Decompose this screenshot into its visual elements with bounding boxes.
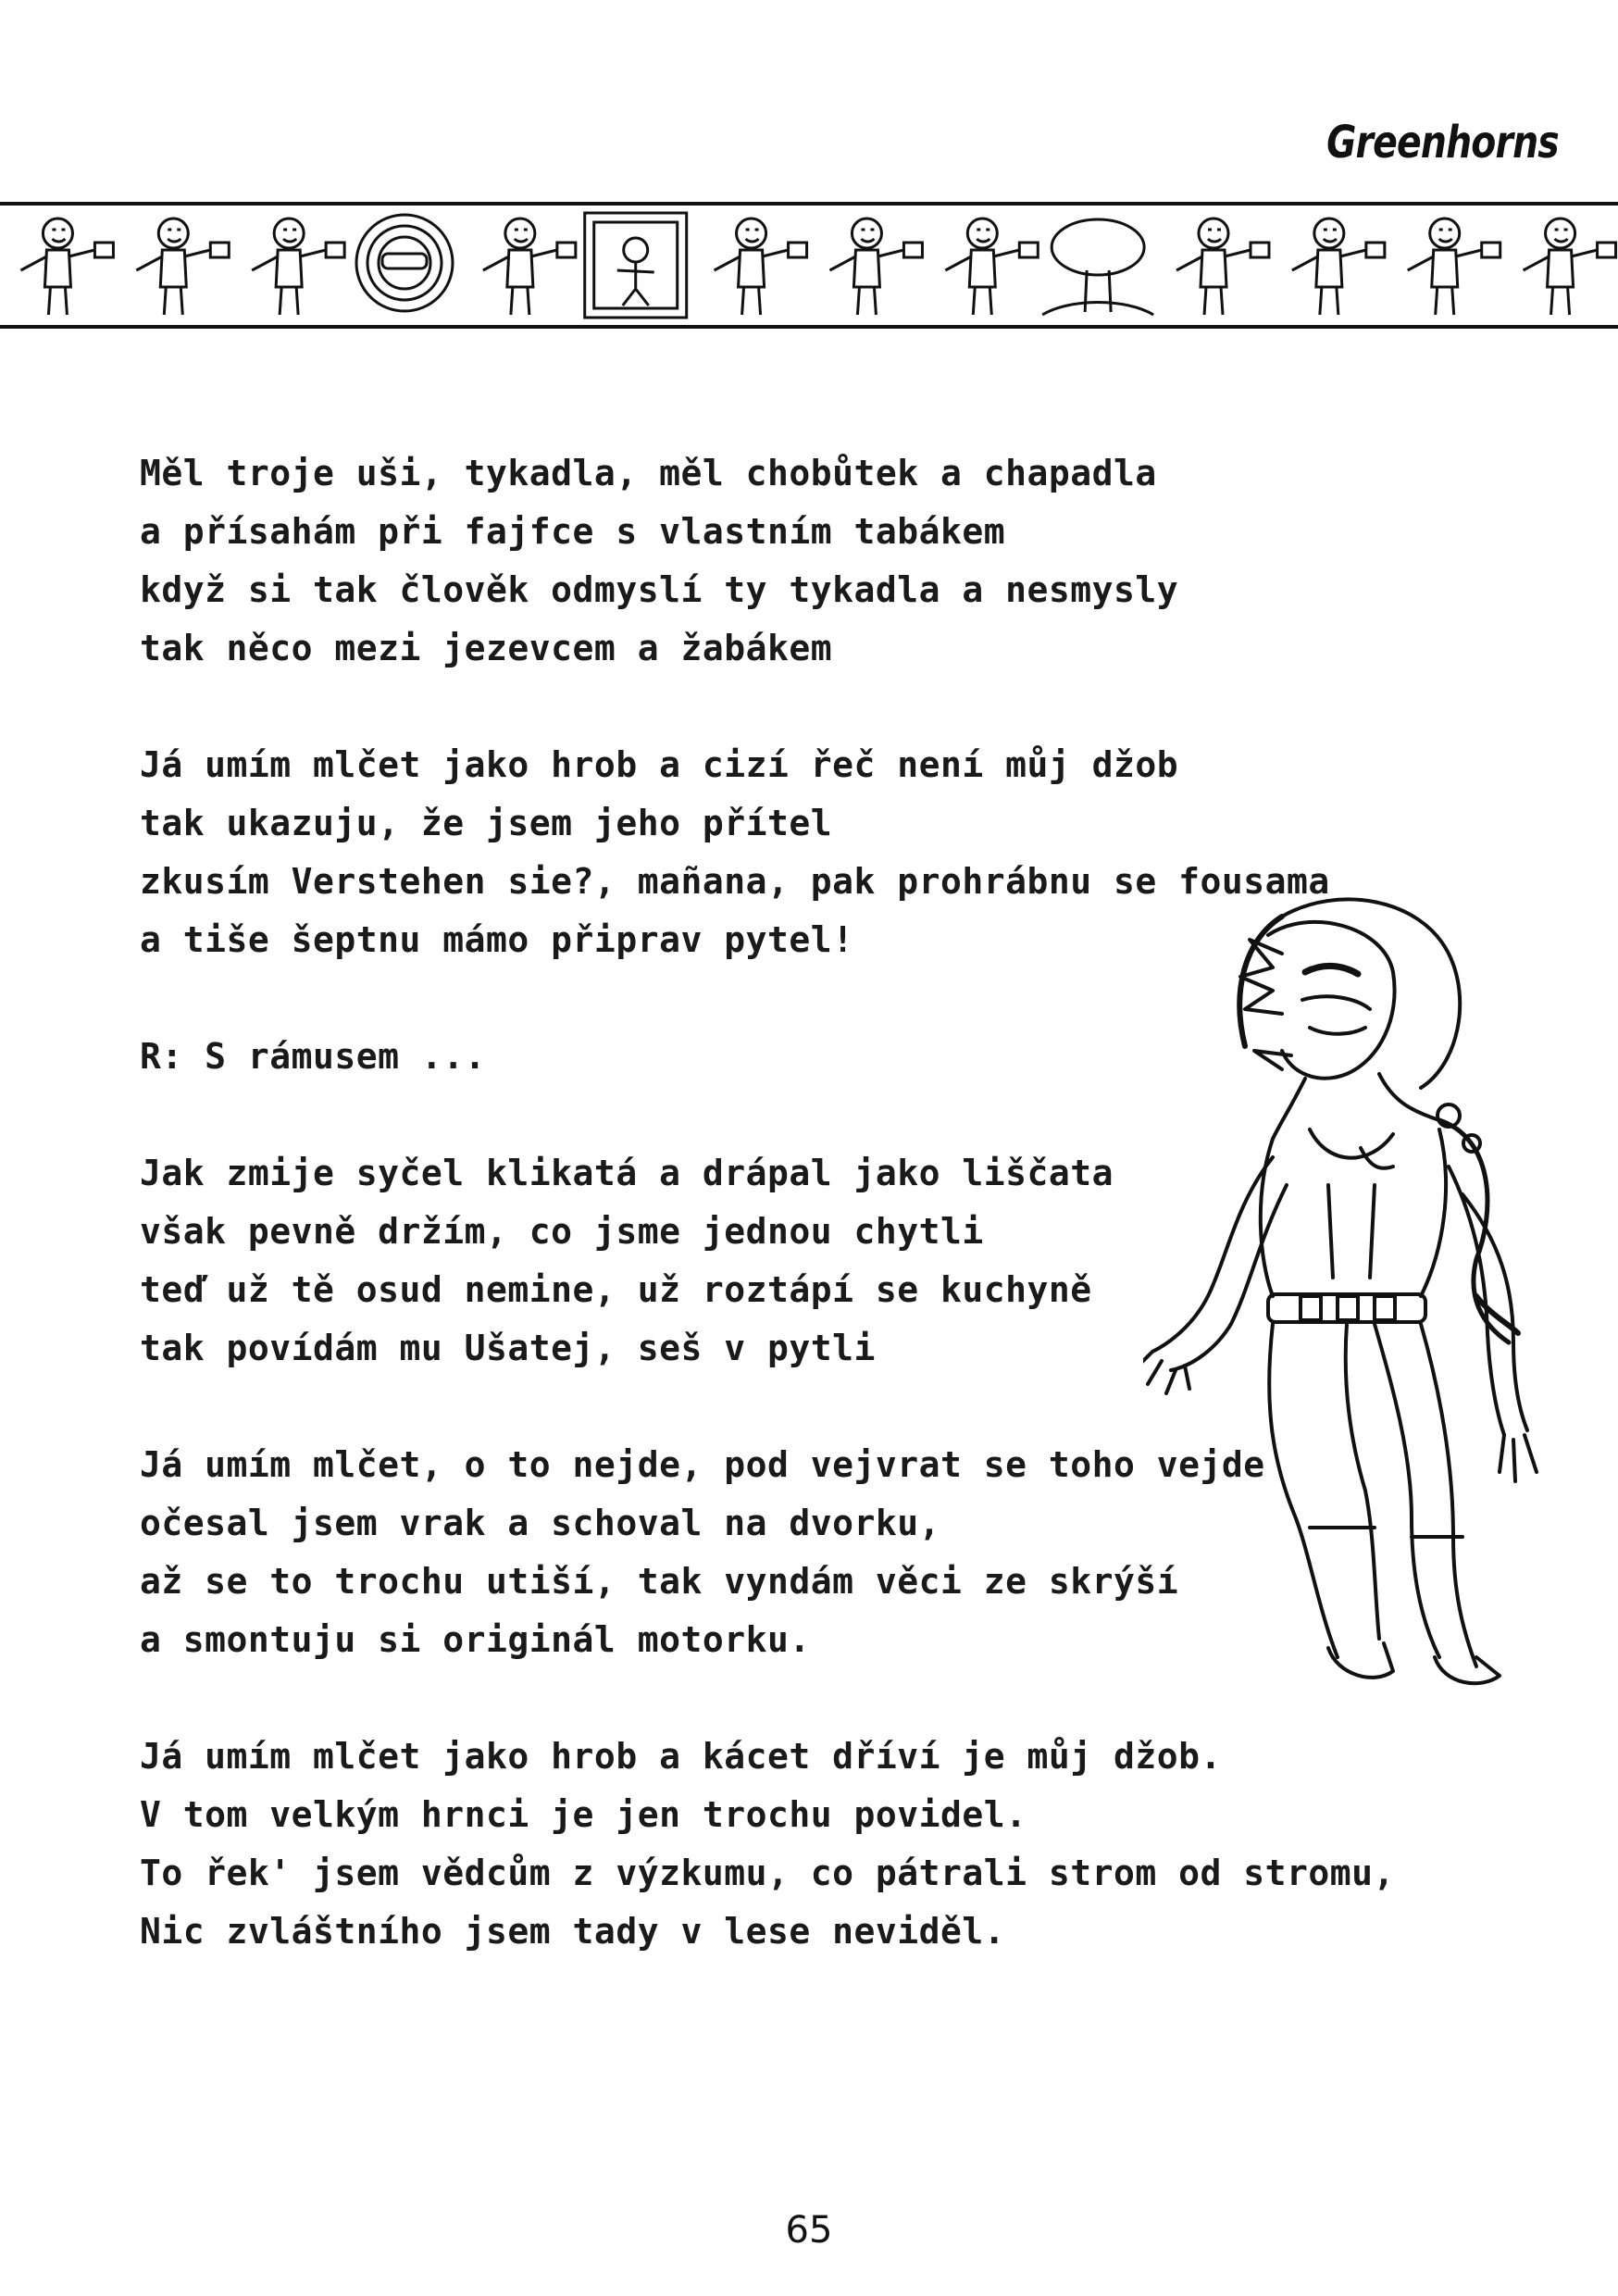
lyric-line: zkusím Verstehen sie?, mañana, pak prohrábnu se fousama (140, 861, 1330, 902)
lyric-line: tak ukazuju, že jsem jeho přítel (140, 803, 833, 843)
lyric-line: a smontuju si originál motorku. (140, 1619, 811, 1660)
vault-boy-framed-icon (585, 213, 687, 318)
mushroom-cloud-icon (1042, 219, 1153, 315)
lyric-line: a tiše šeptnu mámo připrav pytel! (140, 919, 854, 960)
lyric-line: když si tak člověk odmyslí ty tykadla a nesmysly (140, 569, 1179, 610)
vault-boy-strongman-icon (1292, 218, 1385, 315)
vault-boy-gatling-icon (829, 218, 922, 315)
stanza-1 (140, 444, 1454, 678)
vault-boy-revolver-icon (483, 218, 576, 315)
lyric-line: až se to trochu utiší, tak vyndám věci ze skrýší (140, 1561, 1179, 1602)
lyric-line: Nic zvláštního jsem tady v lese neviděl. (140, 1911, 1006, 1952)
lyric-line: To řek' jsem vědcům z výzkumu, co pátrali strom od stromu, (140, 1853, 1395, 1893)
lyric-line: tak povídám mu Ušatej, seš v pytli (140, 1328, 876, 1368)
vault-boy-reading-icon (1408, 218, 1500, 315)
vault-boy-icon-strip (0, 202, 1618, 329)
lyric-line: a přísahám při fajfce s vlastním tabákem (140, 511, 1006, 552)
vault-boy-laser-icon (20, 218, 113, 315)
lyric-line: však pevně držím, co jsme jednou chytli (140, 1211, 984, 1252)
lyric-line: Jak zmije syčel klikatá a drápal jako liščata (140, 1153, 1114, 1193)
lyric-line: V tom velkým hrnci je jen trochu povidel. (140, 1794, 1027, 1835)
lyric-line: tak něco mezi jezevcem a žabákem (140, 628, 833, 668)
lyric-line: očesal jsem vrak a schoval na dvorku, (140, 1503, 940, 1543)
vault-boy-minigun-icon (252, 218, 344, 315)
page-number: 65 (785, 2209, 833, 2252)
running-header-title: Greenhorns (1326, 117, 1559, 168)
vault-boy-vr-helmet-icon (356, 215, 453, 311)
vault-boy-sword-icon (1176, 218, 1269, 315)
vault-boy-bottle-icon (136, 218, 229, 315)
alien-spacesuit-icon (1143, 889, 1550, 1694)
lyric-line: Měl troje uši, tykadla, měl chobůtek a chapadla (140, 453, 1157, 493)
lyric-line: teď už tě osud nemine, už roztápí se kuchyně (140, 1269, 1092, 1310)
lyric-line: Já umím mlčet jako hrob a kácet dříví je můj džob. (140, 1736, 1222, 1777)
vault-boy-director-chair-icon (715, 218, 807, 315)
refrain-line: R: S rámusem ... (140, 1036, 487, 1077)
icon-strip-svg (0, 206, 1618, 325)
vault-boy-dog-icon (1524, 218, 1616, 315)
lyric-line: Já umím mlčet, o to nejde, pod vejvrat se toho vejde (140, 1444, 1265, 1485)
vault-boy-crate-icon (945, 218, 1038, 315)
stanza-5 (140, 1728, 1454, 1961)
lyric-line: Já umím mlčet jako hrob a cizí řeč není můj džob (140, 744, 1179, 785)
